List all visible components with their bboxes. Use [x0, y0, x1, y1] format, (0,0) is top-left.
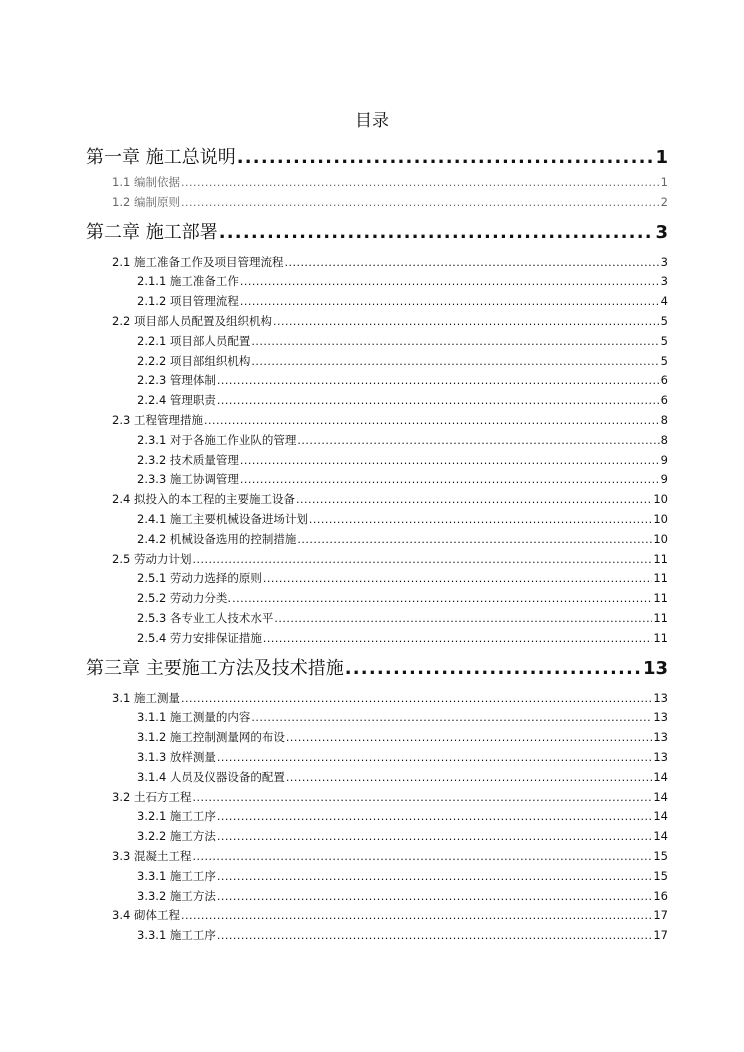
toc-page-number: 1: [660, 175, 668, 189]
dot-leader: [181, 173, 660, 193]
dot-leader: [251, 708, 652, 728]
toc-entry-label: 3.2.2 施工方法: [137, 829, 216, 844]
toc-entry-label: 第三章 主要施工方法及技术措施: [86, 657, 344, 679]
toc-entry-label: 1.2 编制原则: [112, 194, 180, 209]
toc-entry[interactable]: [86, 609, 668, 629]
toc-entry-label: 2.4 拟投入的本工程的主要施工设备: [112, 492, 295, 507]
toc-entry[interactable]: [86, 887, 668, 907]
toc-entry-label: 2.5.1 劳动力选择的原则: [137, 571, 262, 586]
toc-page-number: 14: [653, 769, 668, 784]
toc-page-number: 13: [653, 690, 668, 705]
toc-chapter-entry[interactable]: [86, 654, 668, 684]
toc-page-number: 13: [653, 730, 668, 745]
toc-entry-label: 3.3.2 施工方法: [137, 888, 216, 903]
toc-entry-label: 2.2.2 项目部组织机构: [137, 353, 251, 368]
dot-leader: [217, 887, 652, 907]
toc-entry[interactable]: [86, 768, 668, 788]
toc-page-number: 3: [660, 274, 668, 289]
dot-leader: [181, 906, 652, 926]
toc-page-number: 14: [653, 809, 668, 824]
dot-leader: [240, 272, 660, 292]
toc-entry-label: 3.1.1 施工测量的内容: [137, 710, 251, 725]
toc-page-number: 13: [653, 710, 668, 725]
toc-entry[interactable]: [86, 352, 668, 372]
toc-entry[interactable]: [86, 589, 668, 609]
toc-entry[interactable]: [86, 788, 668, 808]
toc-entry-label: 3.1.3 放样测量: [137, 749, 216, 764]
toc-page-number: 17: [653, 908, 668, 923]
toc-title: 目录: [355, 111, 389, 131]
dot-leader: [217, 867, 652, 887]
toc-entry[interactable]: [86, 748, 668, 768]
toc-entry[interactable]: [86, 292, 668, 312]
toc-entry-label: 2.5.4 劳力安排保证措施: [137, 630, 262, 645]
toc-entry[interactable]: [86, 173, 668, 193]
toc-entry-label: 2.3.1 对于各施工作业队的管理: [137, 432, 297, 447]
toc-page-number: 14: [653, 789, 668, 804]
toc-page-number: 13: [642, 657, 668, 679]
dot-leader: [309, 510, 652, 530]
dot-leader: [232, 589, 652, 609]
table-of-contents: [86, 143, 668, 946]
dot-leader: [240, 292, 660, 312]
toc-entry-label: 2.4.1 施工主要机械设备进场计划: [137, 511, 308, 526]
toc-page-number: 10: [653, 531, 668, 546]
toc-entry-label: 2.3.2 技术质量管理: [137, 452, 239, 467]
dot-leader: [251, 352, 659, 372]
toc-entry-label: 3.3.1 施工工序: [137, 928, 216, 943]
dot-leader: [284, 253, 659, 273]
dot-leader: [251, 332, 659, 352]
toc-entry[interactable]: [86, 728, 668, 748]
toc-entry-label: 3.1 施工测量: [112, 690, 180, 705]
toc-entry-label: 3.4 砌体工程: [112, 908, 180, 923]
dot-leader: [192, 788, 652, 808]
toc-entry[interactable]: [86, 451, 668, 471]
toc-entry[interactable]: [86, 847, 668, 867]
toc-page-number: 10: [653, 492, 668, 507]
dot-leader: [297, 530, 652, 550]
toc-page-number: 13: [653, 749, 668, 764]
toc-entry-label: 第二章 施工部署: [86, 221, 218, 243]
toc-entry-label: 2.1 施工准备工作及项目管理流程: [112, 254, 284, 269]
toc-page-number: 11: [653, 551, 668, 566]
toc-entry-label: 2.5.2 劳动力分类.: [137, 591, 232, 606]
toc-entry[interactable]: [86, 253, 668, 273]
toc-page-number: 2: [660, 194, 668, 209]
toc-entry-label: 2.5 劳动力计划: [112, 551, 192, 566]
dot-leader: [217, 748, 652, 768]
toc-page-number: 15: [653, 868, 668, 883]
dot-leader: [297, 431, 659, 451]
dot-leader: [263, 569, 652, 589]
toc-page-number: 1: [655, 147, 668, 168]
toc-entry[interactable]: [86, 490, 668, 510]
dot-leader: [217, 371, 660, 391]
toc-entry[interactable]: [86, 470, 668, 490]
toc-entry[interactable]: [86, 827, 668, 847]
toc-page-number: 16: [653, 888, 668, 903]
toc-page-number: 4: [660, 294, 668, 309]
dot-leader: [286, 728, 652, 748]
dot-leader: [219, 218, 655, 248]
dot-leader: [217, 391, 660, 411]
toc-page-number: 9: [660, 452, 668, 467]
toc-entry[interactable]: [86, 867, 668, 887]
toc-entry[interactable]: [86, 510, 668, 530]
toc-page-number: 3: [660, 254, 668, 269]
toc-page-number: 10: [653, 511, 668, 526]
toc-entry-label: 3.2.1 施工工序: [137, 809, 216, 824]
toc-page-number: 8: [660, 432, 668, 447]
dot-leader: [181, 193, 660, 213]
toc-chapter-entry[interactable]: [86, 143, 668, 173]
toc-page-number: 5: [660, 353, 668, 368]
toc-entry[interactable]: [86, 272, 668, 292]
dot-leader: [274, 609, 652, 629]
toc-page-number: 5: [660, 313, 668, 328]
dot-leader: [273, 312, 660, 332]
toc-entry-label: 2.2.3 管理体制: [137, 373, 216, 388]
toc-entry-label: 2.2 项目部人员配置及组织机构: [112, 313, 272, 328]
toc-page-number: 6: [660, 393, 668, 408]
toc-entry[interactable]: [86, 708, 668, 728]
toc-entry-label: 2.4.2 机械设备选用的控制措施: [137, 531, 297, 546]
toc-page-number: 9: [660, 472, 668, 487]
toc-entry-label: 2.1.2 项目管理流程: [137, 294, 239, 309]
toc-page-number: 11: [653, 610, 668, 625]
toc-entry-label: 3.1.4 人员及仪器设备的配置: [137, 769, 285, 784]
toc-page-number: 17: [653, 928, 668, 943]
toc-entry[interactable]: [86, 411, 668, 431]
toc-entry-label: 2.3.3 施工协调管理: [137, 472, 239, 487]
toc-entry-label: 2.2.1 项目部人员配置: [137, 333, 251, 348]
toc-entry-label: 3.3.1 施工工序: [137, 868, 216, 883]
toc-entry-label: 3.1.2 施工控制测量网的布设: [137, 730, 285, 745]
toc-entry[interactable]: [86, 193, 668, 213]
toc-entry[interactable]: [86, 689, 668, 709]
toc-entry[interactable]: [86, 391, 668, 411]
toc-entry-label: 2.3 工程管理措施: [112, 412, 203, 427]
dot-leader: [217, 926, 652, 946]
toc-page-number: 11: [653, 591, 668, 606]
toc-entry-label: 2.1.1 施工准备工作: [137, 274, 239, 289]
toc-page-number: 11: [653, 571, 668, 586]
toc-entry[interactable]: [86, 629, 668, 649]
toc-entry[interactable]: [86, 431, 668, 451]
toc-entry[interactable]: [86, 807, 668, 827]
toc-page-number: 5: [660, 333, 668, 348]
dot-leader: [240, 451, 660, 471]
toc-chapter-entry[interactable]: [86, 218, 668, 248]
toc-entry[interactable]: [86, 569, 668, 589]
toc-page-number: 15: [653, 848, 668, 863]
toc-entry[interactable]: [86, 906, 668, 926]
dot-leader: [345, 654, 642, 684]
toc-page-number: 6: [660, 373, 668, 388]
dot-leader: [217, 827, 652, 847]
toc-entry[interactable]: [86, 530, 668, 550]
dot-leader: [296, 490, 652, 510]
dot-leader: [286, 768, 652, 788]
toc-page-number: 14: [653, 829, 668, 844]
dot-leader: [237, 143, 655, 173]
toc-entry-label: 第一章 施工总说明: [86, 147, 236, 168]
toc-entry-label: 2.5.3 各专业工人技术水平: [137, 610, 274, 625]
dot-leader: [181, 689, 652, 709]
toc-page-number: 3: [655, 221, 668, 243]
dot-leader: [192, 847, 652, 867]
dot-leader: [217, 807, 652, 827]
toc-entry-label: 3.2 土石方工程: [112, 789, 192, 804]
toc-entry-label: 3.3 混凝土工程: [112, 848, 192, 863]
toc-entry[interactable]: [86, 332, 668, 352]
dot-leader: [263, 629, 652, 649]
toc-page-number: 11: [653, 630, 668, 645]
toc-entry[interactable]: [86, 550, 668, 570]
toc-page-number: 8: [660, 412, 668, 427]
toc-entry-label: 1.1 编制依据: [112, 175, 180, 189]
dot-leader: [192, 550, 652, 570]
dot-leader: [240, 470, 660, 490]
dot-leader: [204, 411, 660, 431]
toc-entry[interactable]: [86, 312, 668, 332]
toc-entry[interactable]: [86, 371, 668, 391]
toc-entry[interactable]: [86, 926, 668, 946]
toc-entry-label: 2.2.4 管理职责: [137, 393, 216, 408]
